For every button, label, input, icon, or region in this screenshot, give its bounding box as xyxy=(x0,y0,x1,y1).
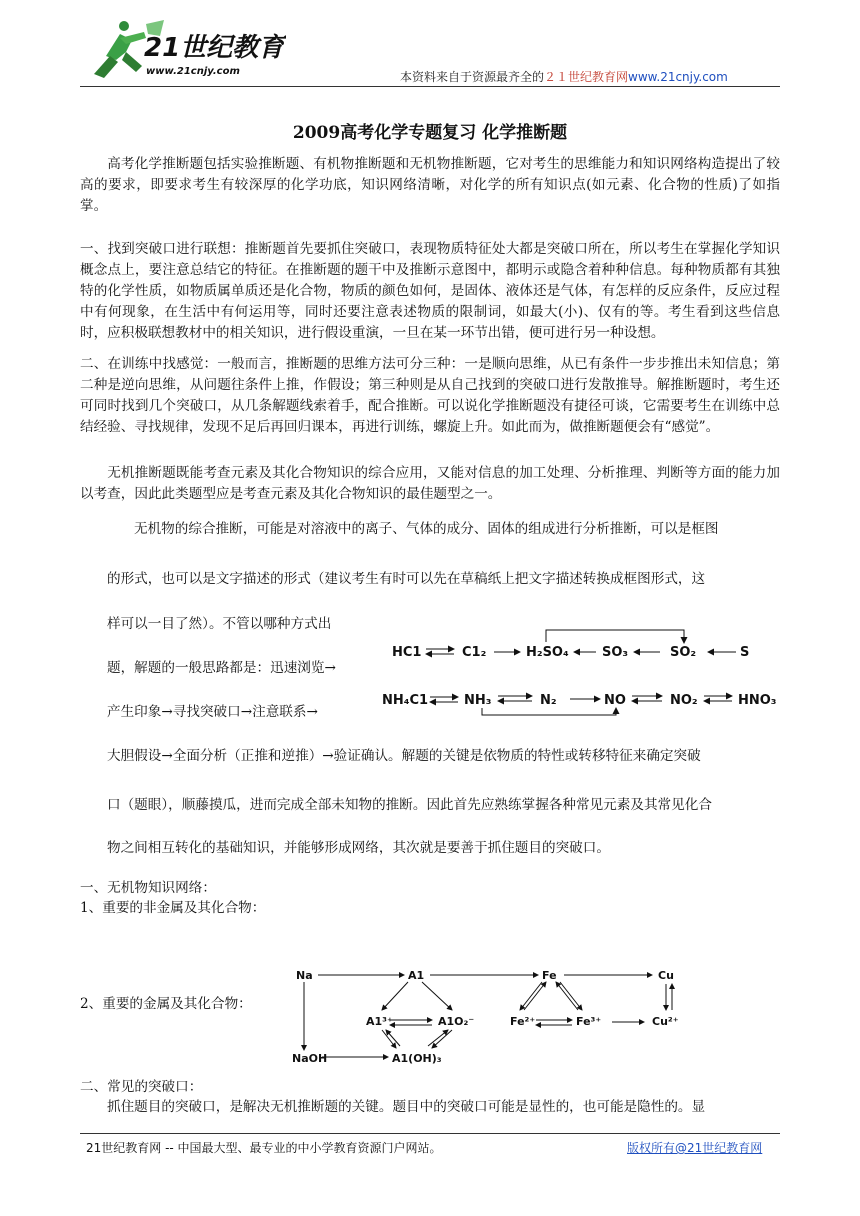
node-no: NO xyxy=(604,693,626,708)
block-line-7: 口（题眼），顺藤摸瓜，进而完成全部未知物的推断。因此首先应熟练掌握各种常见元素及其常见化合 xyxy=(107,797,712,813)
header-divider xyxy=(80,86,780,87)
node-s: S xyxy=(740,645,750,660)
node-fe: Fe xyxy=(542,969,557,982)
nonmetal-network-diagram xyxy=(378,622,778,717)
node-so2: SO₂ xyxy=(670,645,697,660)
node-h2so4: H₂SO₄ xyxy=(526,645,569,660)
inorganic-paragraph: 无机推断题既能考查元素及其化合物知识的综合应用，又能对信息的加工处理、分析推理、判断等方面的能力加以考查，因此此类题型应是考查元素及其化合物知识的最佳题型之一。 xyxy=(80,465,780,502)
node-nh4cl: NH₄C1 xyxy=(382,693,429,708)
intro-paragraph: 高考化学推断题包括实验推断题、有机物推断题和无机物推断题，它对考生的思维能力和知识网络构造提出了较高的要求，即要求考生有较深厚的化学功底，知识网络清晰，对化学的所有知识点(如元素、化合物的性质)了如指掌。 xyxy=(80,156,780,214)
logo-text: 21世纪教育 xyxy=(144,33,285,63)
subheading-nonmetals: 1、重要的非金属及其化合物： xyxy=(80,900,266,916)
node-na: Na xyxy=(296,969,313,982)
node-nh3: NH₃ xyxy=(464,693,492,708)
node-no2: NO₂ xyxy=(670,693,698,708)
footer-divider xyxy=(80,1133,780,1134)
subheading-metals: 2、重要的金属及其化合物： xyxy=(80,996,252,1012)
breakthrough-paragraph: 抓住题目的突破口，是解决无机推断题的关键。题目中的突破口可能是显性的，也可能是隐性的。显 xyxy=(107,1099,706,1115)
block-line-3: 样可以一目了然）。不管以哪种方式出 xyxy=(107,616,332,632)
node-aloh3: A1(OH)₃ xyxy=(392,1052,442,1065)
node-fe2: Fe²⁺ xyxy=(510,1015,536,1028)
node-cu: Cu xyxy=(658,969,674,982)
block-line-4: 题，解题的一般思路都是：迅速浏览→ xyxy=(107,660,336,676)
metal-network-diagram xyxy=(292,958,702,1070)
site-logo xyxy=(86,16,286,82)
page-title: 2009高考化学专题复习 化学推断题 xyxy=(292,123,568,143)
node-alo2: A1O₂⁻ xyxy=(438,1015,475,1028)
block-line-1: 无机物的综合推断，可能是对溶液中的离子、气体的成分、固体的组成进行分析推断，可以是框图 xyxy=(134,521,719,537)
section-heading-breakthrough: 二、常见的突破口： xyxy=(80,1079,203,1095)
node-al: A1 xyxy=(408,969,425,982)
source-note xyxy=(400,68,728,85)
block-line-6: 大胆假设→全面分析（正推和逆推）→验证确认。解题的关键是依物质的特性或转移特征来确定突破 xyxy=(107,748,701,764)
node-fe3: Fe³⁺ xyxy=(576,1015,602,1028)
section-heading-network: 一、无机物知识网络： xyxy=(80,880,216,896)
block-line-5: 产生印象→寻找突破口→注意联系→ xyxy=(107,704,318,720)
node-naoh: NaOH xyxy=(292,1052,328,1065)
source-site[interactable]: ２１世纪教育网 xyxy=(544,70,629,84)
node-cu2: Cu²⁺ xyxy=(652,1015,679,1028)
block-line-8: 物之间相互转化的基础知识，并能够形成网络，其次就是要善于抓住题目的突破口。 xyxy=(107,840,610,856)
source-url[interactable]: www.21cnjy.com xyxy=(628,70,728,84)
section-1-paragraph: 一、找到突破口进行联想：推断题首先要抓住突破口，表现物质特征处大都是突破口所在，所以考生在掌握化学知识概念点上，要注意总结它的特征。在推断题的题干中及推断示意图中，都明示或隐含着种种信息。每种物质都有其独特的化学性质，如物质属单质还是化合物，物质的颜色如何，是固体、液体还是气体，有怎样的反应条件，反应过程中有何现象，在生活中有何运用等，同时还要注意表述物质的限制词，如最大(小)、仅有的等。考生看到这些信息时，应积极联想教材中的相关知识，进行假设重演，一旦在某一环节出错，便可进行另一种设想。 xyxy=(80,241,780,341)
node-n2: N₂ xyxy=(540,693,557,708)
copyright-link[interactable]: 版权所有@21世纪教育网 xyxy=(627,1141,763,1155)
section-2-paragraph: 二、在训练中找感觉：一般而言，推断题的思维方法可分三种：一是顺向思维，从已有条件一步步推出未知信息；第二种是逆向思维，从问题往条件上推，作假设；第三种则是从自己找到的突破口进行发散推导。解推断题时，考生还可同时找到几个突破口，从几条解题线索着手，配合推断。可以说化学推断题没有捷径可谈，它需要考生在训练中总结经验、寻找规律，发现不足后再回归课本，再进行训练，螺旋上升。如此而为，做推断题便会有“感觉”。 xyxy=(80,356,780,435)
node-hno3: HNO₃ xyxy=(738,693,777,708)
node-so3: SO₃ xyxy=(602,645,629,660)
logo-url: www.21cnjy.com xyxy=(146,66,240,77)
source-prefix: 本资料来自于资源最齐全的 xyxy=(400,70,545,84)
node-hcl: HC1 xyxy=(392,645,422,660)
node-cl2: C1₂ xyxy=(462,645,487,660)
node-al3: A1³⁺ xyxy=(366,1015,393,1028)
footer-text: 21世纪教育网 -- 中国最大型、最专业的中小学教育资源门户网站。 xyxy=(86,1141,442,1155)
block-line-2: 的形式，也可以是文字描述的形式（建议考生有时可以先在草稿纸上把文字描述转换成框图形式，这 xyxy=(107,571,706,587)
